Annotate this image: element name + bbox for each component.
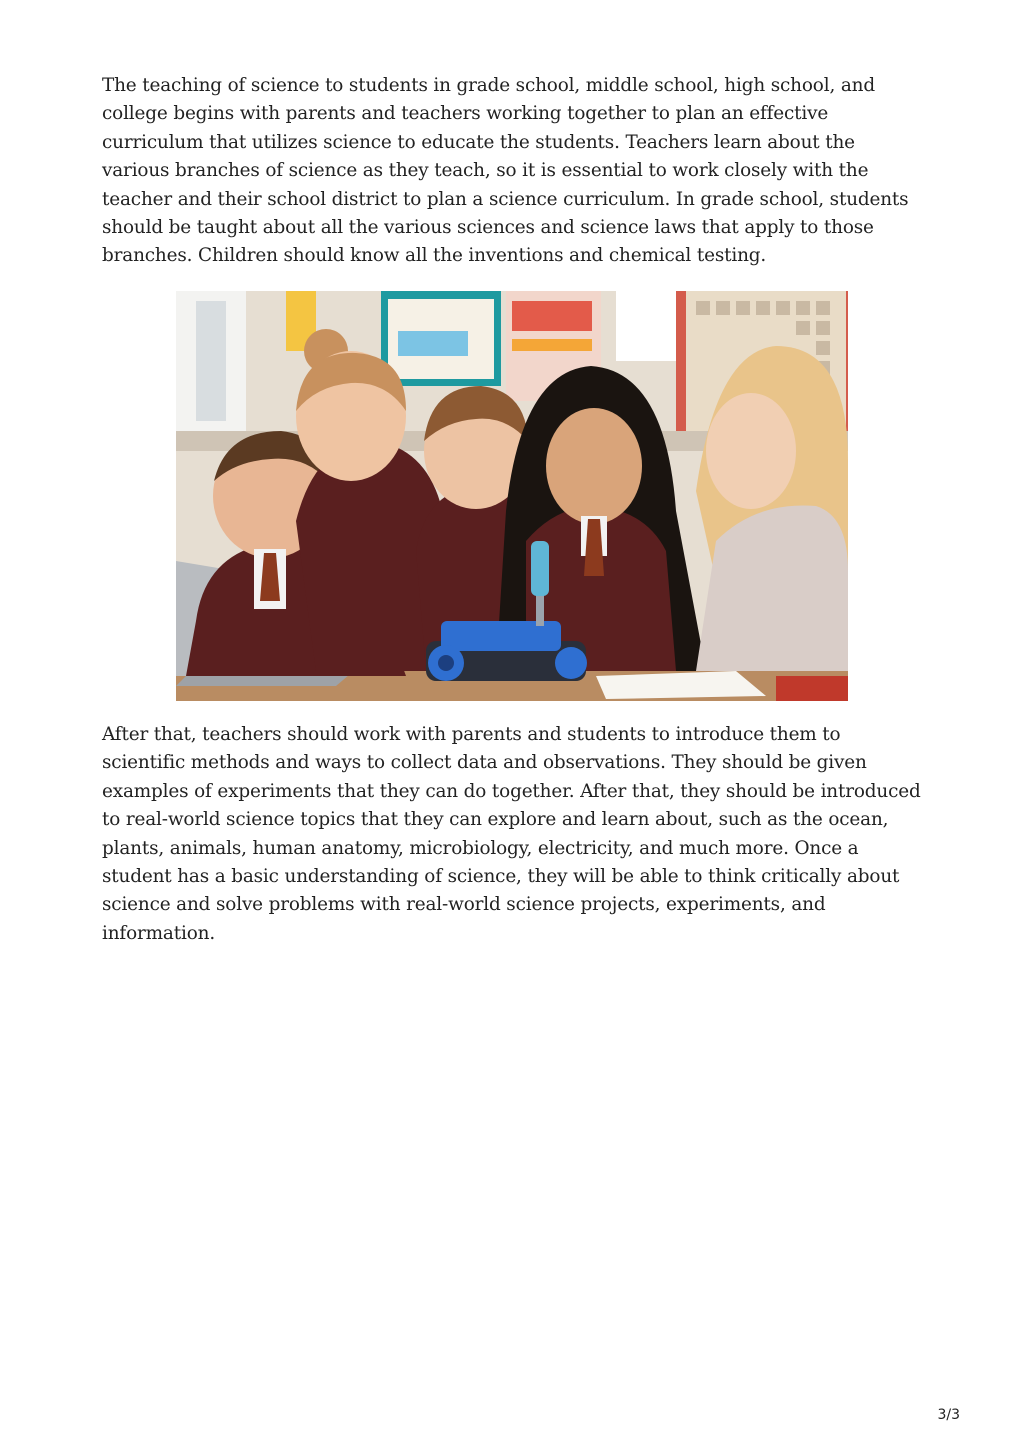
page-number: 3/3 — [937, 1407, 960, 1423]
classroom-photo — [176, 291, 848, 701]
body-paragraph-followup: After that, teachers should work with parents and students to introduce them to scientific methods and ways to collect data and observations. They should be given examples of experiments that they can do together. After that, they should be introduced to real-world science topics that they can explore and learn about, such as the ocean, plants, animals, human anatomy, microbiology, electricity, and much more. Once a student has a basic understanding of science, they will be able to think critically about science and solve problems with real-world science projects, experiments, and information. — [102, 724, 921, 944]
classroom-photo-illustration — [176, 291, 848, 701]
body-paragraph-intro: The teaching of science to students in grade school, middle school, high school, and college begins with parents and teachers working together to plan an effective curriculum that utilizes science to educate the students. Teachers learn about the various branches of science as they teach, so it is essential to work closely with the teacher and their school district to plan a science curriculum. In grade school, students should be taught about all the various sciences and science laws that apply to those branches. Children should know all the inventions and chemical testing. — [102, 75, 909, 267]
